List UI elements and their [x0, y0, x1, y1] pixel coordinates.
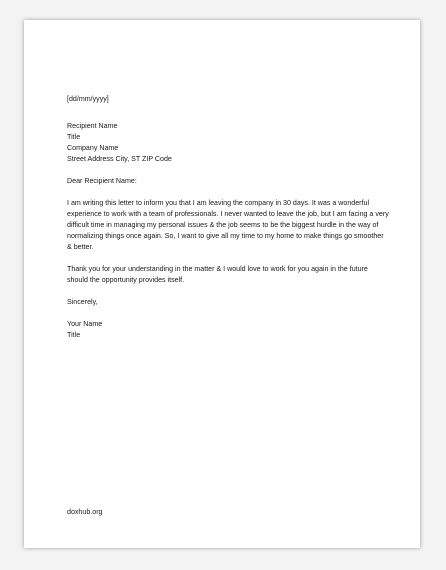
recipient-title: Title — [67, 133, 81, 141]
letter-page — [24, 20, 420, 548]
signature-title: Title — [67, 331, 81, 339]
body-paragraph-1: I am writing this letter to inform you that I am leaving the company in 30 days. It was a wonderful experience to work with a team of professionals. I never wanted to leave the job, but I am facing a very difficult time in managing my personal issues & the job seems to be the biggest hurdle in the way of normalizing things once again. So, I want to give all my time to my home to make things go smoother & better. — [67, 199, 389, 251]
footer-site: doxhub.org — [67, 508, 103, 516]
signature-block — [67, 319, 389, 341]
body-paragraph-2: Thank you for your understanding in the matter & I would love to work for you again in the future should the opportunity provides itself. — [67, 265, 368, 284]
recipient-name: Recipient Name — [67, 122, 118, 130]
letter-content — [67, 94, 389, 341]
letter-date: [dd/mm/yyyy] — [67, 95, 109, 103]
closing: Sincerely, — [67, 298, 98, 306]
signature-name: Your Name — [67, 320, 103, 328]
recipient-block — [67, 121, 389, 165]
recipient-address: Street Address City, ST ZIP Code — [67, 155, 172, 163]
salutation: Dear Recipient Name: — [67, 177, 137, 185]
recipient-company: Company Name — [67, 144, 119, 152]
